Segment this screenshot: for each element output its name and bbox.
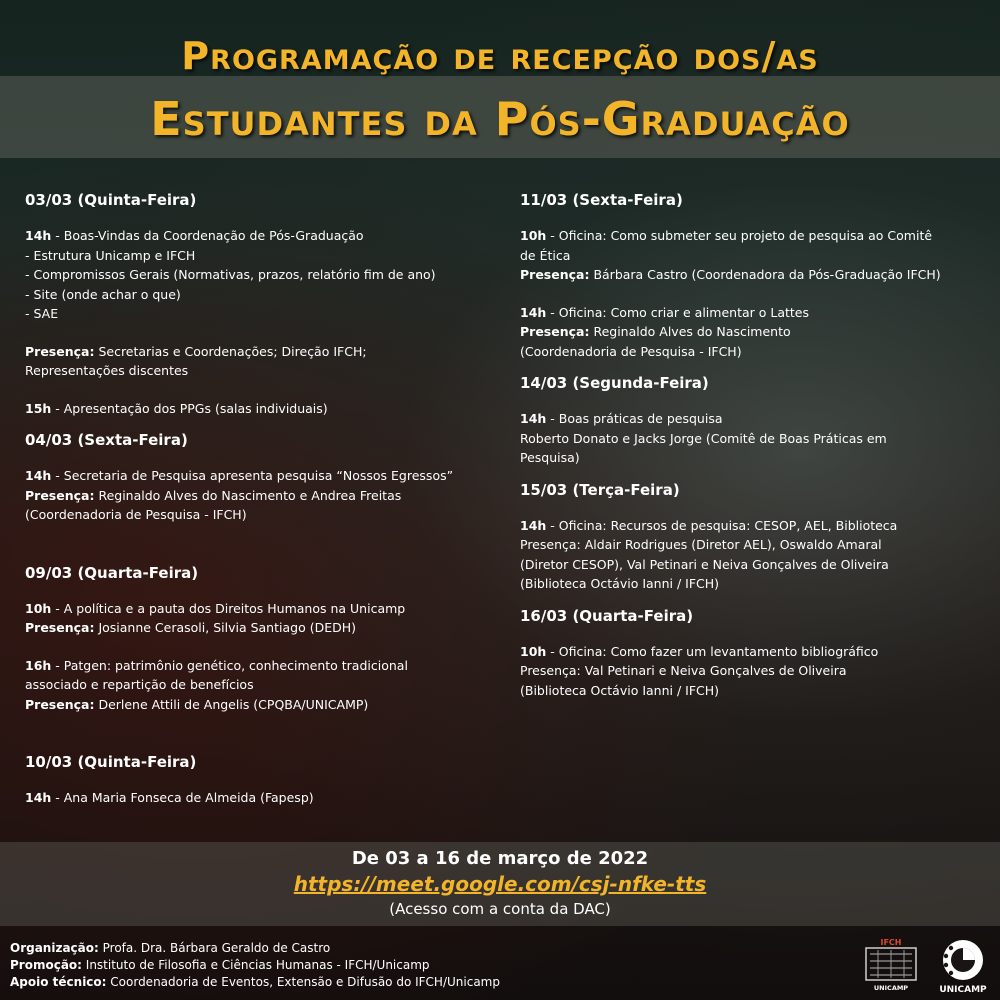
credits (10, 940, 500, 991)
schedule-entry (520, 642, 980, 701)
entry-text: - Oficina: Como submeter seu projeto de pesquisa ao Comitê (546, 228, 933, 243)
presence-text: (Coordenadoria de Pesquisa - IFCH) (25, 507, 247, 522)
presence-entry (25, 342, 495, 381)
meet-link[interactable]: https://meet.google.com/csj-nfke-tts (293, 872, 707, 896)
ifch-logo-subtext: UNICAMP (873, 984, 909, 992)
day-16-03 (520, 606, 980, 701)
credit-label: Organização: (10, 941, 99, 955)
schedule-entry (25, 788, 495, 808)
presence-text: (Coordenadoria de Pesquisa - IFCH) (520, 343, 742, 359)
day-title: 10/03 (Quinta-Feira) (25, 753, 197, 771)
entry-time: 16h (25, 657, 52, 673)
day-title: 11/03 (Sexta-Feira) (520, 191, 683, 209)
credit-label: Apoio técnico: (10, 975, 107, 989)
entry-time: 14h (520, 411, 547, 426)
day-title: 04/03 (Sexta-Feira) (25, 431, 188, 449)
entry-text: - Oficina: Como fazer um levantamento bibliográfico (546, 643, 879, 659)
entry-text: - Secretaria de Pesquisa apresenta pesquisa “Nossos Egressos” (51, 468, 454, 483)
schedule-left-column (25, 190, 495, 826)
entry-text: - Oficina: Recursos de pesquisa: CESOP, AEL, Biblioteca (546, 517, 898, 533)
ifch-logo (860, 937, 922, 993)
day-09-03 (25, 563, 495, 715)
schedule-entry (25, 466, 495, 525)
schedule-entry (520, 409, 980, 468)
title-line-2: Estudantes da Pós-Graduação (150, 92, 850, 146)
entry-text: Presença: Val Petinari e Neiva Gonçalves de Oliveira (520, 663, 847, 678)
day-title: 14/03 (Segunda-Feira) (520, 374, 709, 392)
entry-text: (Diretor CESOP), Val Petinari e Neiva Gonçalves de Oliveira (520, 556, 889, 572)
credit-text: Coordenadoria de Eventos, Extensão e Difusão do IFCH/Unicamp (106, 975, 500, 989)
entry-text: - Oficina: Como criar e alimentar o Lattes (546, 304, 809, 320)
day-title: 16/03 (Quarta-Feira) (520, 606, 694, 625)
schedule-entry (25, 399, 495, 419)
day-10-03 (25, 752, 495, 808)
credit-text: Instituto de Filosofia e Ciências Humanas - IFCH/Unicamp (81, 958, 430, 972)
day-11-03 (520, 190, 980, 361)
entry-text: - Boas-Vindas da Coordenação de Pós-Graduação (51, 228, 364, 243)
schedule-entry (520, 303, 980, 362)
credit-label: Promoção: (10, 958, 82, 972)
entry-time: 10h (520, 643, 547, 659)
entry-text: - Ana Maria Fonseca de Almeida (Fapesp) (51, 790, 314, 805)
entry-text: Roberto Donato e Jacks Jorge (Comitê de Boas Práticas em (520, 430, 887, 446)
day-title: 15/03 (Terça-Feira) (520, 480, 680, 499)
ifch-logo-text: IFCH (880, 938, 902, 947)
day-title: 09/03 (Quarta-Feira) (25, 563, 199, 582)
entry-text: - Patgen: patrimônio genético, conhecimento tradicional (51, 657, 408, 673)
entry-time: 14h (520, 517, 547, 533)
day-04-03 (25, 430, 495, 525)
presence-label: Presença: (25, 487, 95, 503)
entry-text: associado e repartição de benefícios (25, 677, 254, 692)
entry-text: - SAE (25, 306, 59, 321)
entry-text: - A política e a pauta dos Direitos Humanos na Unicamp (51, 600, 406, 616)
entry-time: 10h (25, 600, 52, 616)
presence-text: Josianne Cerasoli, Silvia Santiago (DEDH) (94, 620, 356, 635)
entry-text: de Ética (520, 247, 571, 263)
entry-text: - Apresentação dos PPGs (salas individuais) (51, 400, 328, 416)
entry-text: Presença: Aldair Rodrigues (Diretor AEL), Oswaldo Amaral (520, 537, 882, 552)
day-03-03 (25, 190, 495, 418)
schedule-entry (25, 599, 495, 638)
schedule-entry (25, 226, 495, 324)
entry-time: 14h (25, 468, 52, 483)
presence-text: Reginaldo Alves do Nascimento e Andrea Freitas (94, 487, 402, 503)
entry-text: - Estrutura Unicamp e IFCH (25, 247, 196, 263)
day-14-03 (520, 373, 980, 468)
entry-text: - Site (onde achar o que) (25, 286, 181, 302)
entry-time: 14h (25, 790, 52, 805)
schedule-entry (520, 516, 980, 594)
presence-label: Presença: (520, 267, 590, 282)
schedule-right-column (520, 190, 980, 718)
entry-text: - Compromissos Gerais (Normativas, prazos, relatório fim de ano) (25, 267, 436, 282)
entry-text: (Biblioteca Octávio Ianni / IFCH) (520, 576, 720, 591)
presence-text: Reginaldo Alves do Nascimento (589, 324, 791, 339)
credit-text: Profa. Dra. Bárbara Geraldo de Castro (98, 941, 331, 955)
day-15-03 (520, 480, 980, 594)
presence-text: Representações discentes (25, 363, 189, 378)
presence-label: Presença: (25, 343, 95, 359)
entry-text: Pesquisa) (520, 450, 580, 465)
entry-time: 15h (25, 400, 52, 416)
entry-text: - Boas práticas de pesquisa (546, 411, 723, 426)
entry-text: (Biblioteca Octávio Ianni / IFCH) (520, 682, 720, 698)
day-title: 03/03 (Quinta-Feira) (25, 191, 197, 209)
presence-text: Derlene Attili de Angelis (CPQBA/UNICAMP) (94, 696, 369, 712)
presence-text: Secretarias e Coordenações; Direção IFCH; (94, 343, 367, 359)
presence-label: Presença: (25, 620, 95, 635)
entry-time: 10h (520, 228, 547, 243)
title-line-1: Programação de recepção dos/as (181, 34, 819, 78)
entry-time: 14h (520, 304, 547, 320)
schedule-entry (25, 656, 495, 715)
presence-text: Bárbara Castro (Coordenadora da Pós-Graduação IFCH) (589, 267, 941, 282)
unicamp-logo (932, 934, 994, 996)
access-note: (Acesso com a conta da DAC) (389, 900, 611, 918)
presence-label: Presença: (520, 324, 590, 339)
unicamp-logo-text: UNICAMP (939, 985, 987, 995)
presence-label: Presença: (25, 696, 95, 712)
event-dates: De 03 a 16 de março de 2022 (351, 848, 649, 869)
entry-time: 14h (25, 228, 52, 243)
schedule-entry (520, 226, 980, 285)
